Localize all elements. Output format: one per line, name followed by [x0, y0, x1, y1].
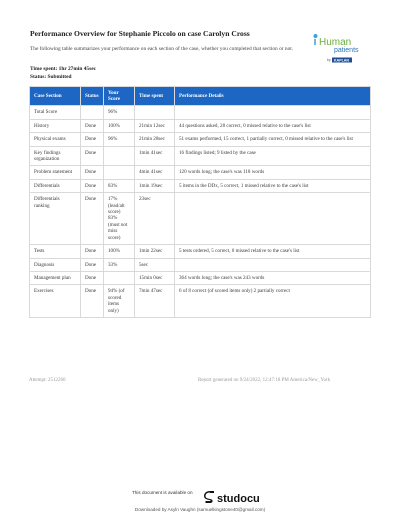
- report-generated: Report generated on 9/24/2022, 12:47:18 PM America/New_York: [198, 378, 331, 383]
- cell-details: 5 items in the DDx, 5 correct, 1 missed relative to the case's list: [175, 179, 371, 192]
- cell-details: [175, 258, 371, 271]
- cell-status: Done: [81, 146, 104, 166]
- submission-status: Status: Submitted: [30, 74, 72, 80]
- logo-letter: i: [313, 36, 317, 48]
- table-row: [30, 285, 371, 318]
- table-row: [30, 166, 371, 179]
- cell-status: Done: [81, 166, 104, 179]
- logo-by: by: [327, 58, 331, 62]
- cell-section: Management plan: [30, 271, 81, 284]
- cell-score: [104, 146, 135, 166]
- studocu-s-icon: [204, 491, 214, 503]
- table-row: [30, 193, 371, 245]
- cell-time: 21min 12sec: [135, 119, 175, 132]
- table-row: [30, 146, 371, 166]
- cell-section: Physical exams: [30, 133, 81, 146]
- cell-section: Key findings organization: [30, 146, 81, 166]
- cell-section: History: [30, 119, 81, 132]
- cell-status: Done: [81, 271, 104, 284]
- report-meta: [30, 65, 96, 81]
- col-status: Status: [81, 87, 104, 106]
- cell-score: 94% (of scored items only): [104, 285, 135, 318]
- cell-details: 6 of 8 correct (of scored items only) 2 partially correct: [175, 285, 371, 318]
- cell-score: 100%: [104, 245, 135, 258]
- table-row: [30, 258, 371, 271]
- col-your-score: Your Score: [104, 87, 135, 106]
- table-row: [30, 133, 371, 146]
- cell-score: 96%: [104, 106, 135, 119]
- cell-score: 100%: [104, 119, 135, 132]
- cell-time: 1min 22sec: [135, 245, 175, 258]
- col-performance-details: Performance Details: [175, 87, 371, 106]
- table-row: [30, 271, 371, 284]
- cell-details: 364 words long; the case's was 243 words: [175, 271, 371, 284]
- cell-time: 4min 41sec: [135, 166, 175, 179]
- cell-section: Tests: [30, 245, 81, 258]
- report-title: Performance Overview for Stephanie Piccolo on case Carolyn Cross: [30, 29, 250, 38]
- cell-status: [81, 106, 104, 119]
- cell-score: [104, 166, 135, 179]
- performance-table: [29, 86, 371, 318]
- table-row: [30, 179, 371, 192]
- cell-time: 5sec: [135, 258, 175, 271]
- cell-time: 23sec: [135, 193, 175, 245]
- studocu-available-text: This document is available on: [132, 490, 193, 495]
- cell-details: 51 exams performed, 15 correct, 1 partially correct, 0 missed relative to the case's list: [175, 133, 371, 146]
- attempt-id: Attempt: 2512260: [29, 378, 66, 383]
- cell-section: Total Score: [30, 106, 81, 119]
- col-case-section: Case Section: [30, 87, 81, 106]
- cell-details: 44 questions asked, 28 correct, 0 missed relative to the case's list: [175, 119, 371, 132]
- cell-score: 83%: [104, 179, 135, 192]
- cell-score: 96%: [104, 133, 135, 146]
- cell-section: Diagnosis: [30, 258, 81, 271]
- time-spent: Time spent: 1hr 27min 45sec: [30, 66, 96, 72]
- cell-section: Exercises: [30, 285, 81, 318]
- cell-time: 1min 19sec: [135, 179, 175, 192]
- cell-time: 7min 47sec: [135, 285, 175, 318]
- cell-section: Problem statement: [30, 166, 81, 179]
- cell-section: Differentials ranking: [30, 193, 81, 245]
- studocu-wordmark: studocu: [217, 493, 260, 505]
- table-row: [30, 119, 371, 132]
- report-intro: The following table summarizes your performance on each section of the case, whether you completed that section or not.: [30, 46, 294, 52]
- logo-company: KAPLAN: [334, 58, 349, 63]
- cell-time: 15min 0sec: [135, 271, 175, 284]
- cell-status: Done: [81, 179, 104, 192]
- cell-time: 21min 28sec: [135, 133, 175, 146]
- ihuman-patients-logo: [312, 33, 370, 65]
- downloaded-by: Downloaded by Asyln Vaughn (samuelkingstone40@gmail.com): [134, 507, 266, 512]
- cell-time: [135, 106, 175, 119]
- cell-details: 120 words long; the case's was 118 words: [175, 166, 371, 179]
- cell-score: 17% (lead/alt score) 83% (must not miss score): [104, 193, 135, 245]
- table-header-row: [30, 87, 371, 106]
- cell-status: Done: [81, 285, 104, 318]
- cell-status: Done: [81, 119, 104, 132]
- cell-status: Done: [81, 193, 104, 245]
- cell-details: [175, 193, 371, 245]
- cell-details: [175, 106, 371, 119]
- cell-score: [104, 271, 135, 284]
- studocu-logo[interactable]: [204, 491, 268, 505]
- cell-status: Done: [81, 258, 104, 271]
- cell-details: 16 findings listed; 9 listed by the case: [175, 146, 371, 166]
- cell-time: 1min 41sec: [135, 146, 175, 166]
- cell-status: Done: [81, 133, 104, 146]
- table-row: [30, 245, 371, 258]
- cell-section: Differentials: [30, 179, 81, 192]
- cell-details: 5 tests ordered, 5 correct, 0 missed relative to the case's list: [175, 245, 371, 258]
- logo-brand: Human: [319, 37, 352, 48]
- table-row: [30, 106, 371, 119]
- cell-score: 33%: [104, 258, 135, 271]
- logo-sub: patients: [334, 47, 359, 54]
- col-time-spent: Time spent: [135, 87, 175, 106]
- cell-status: Done: [81, 245, 104, 258]
